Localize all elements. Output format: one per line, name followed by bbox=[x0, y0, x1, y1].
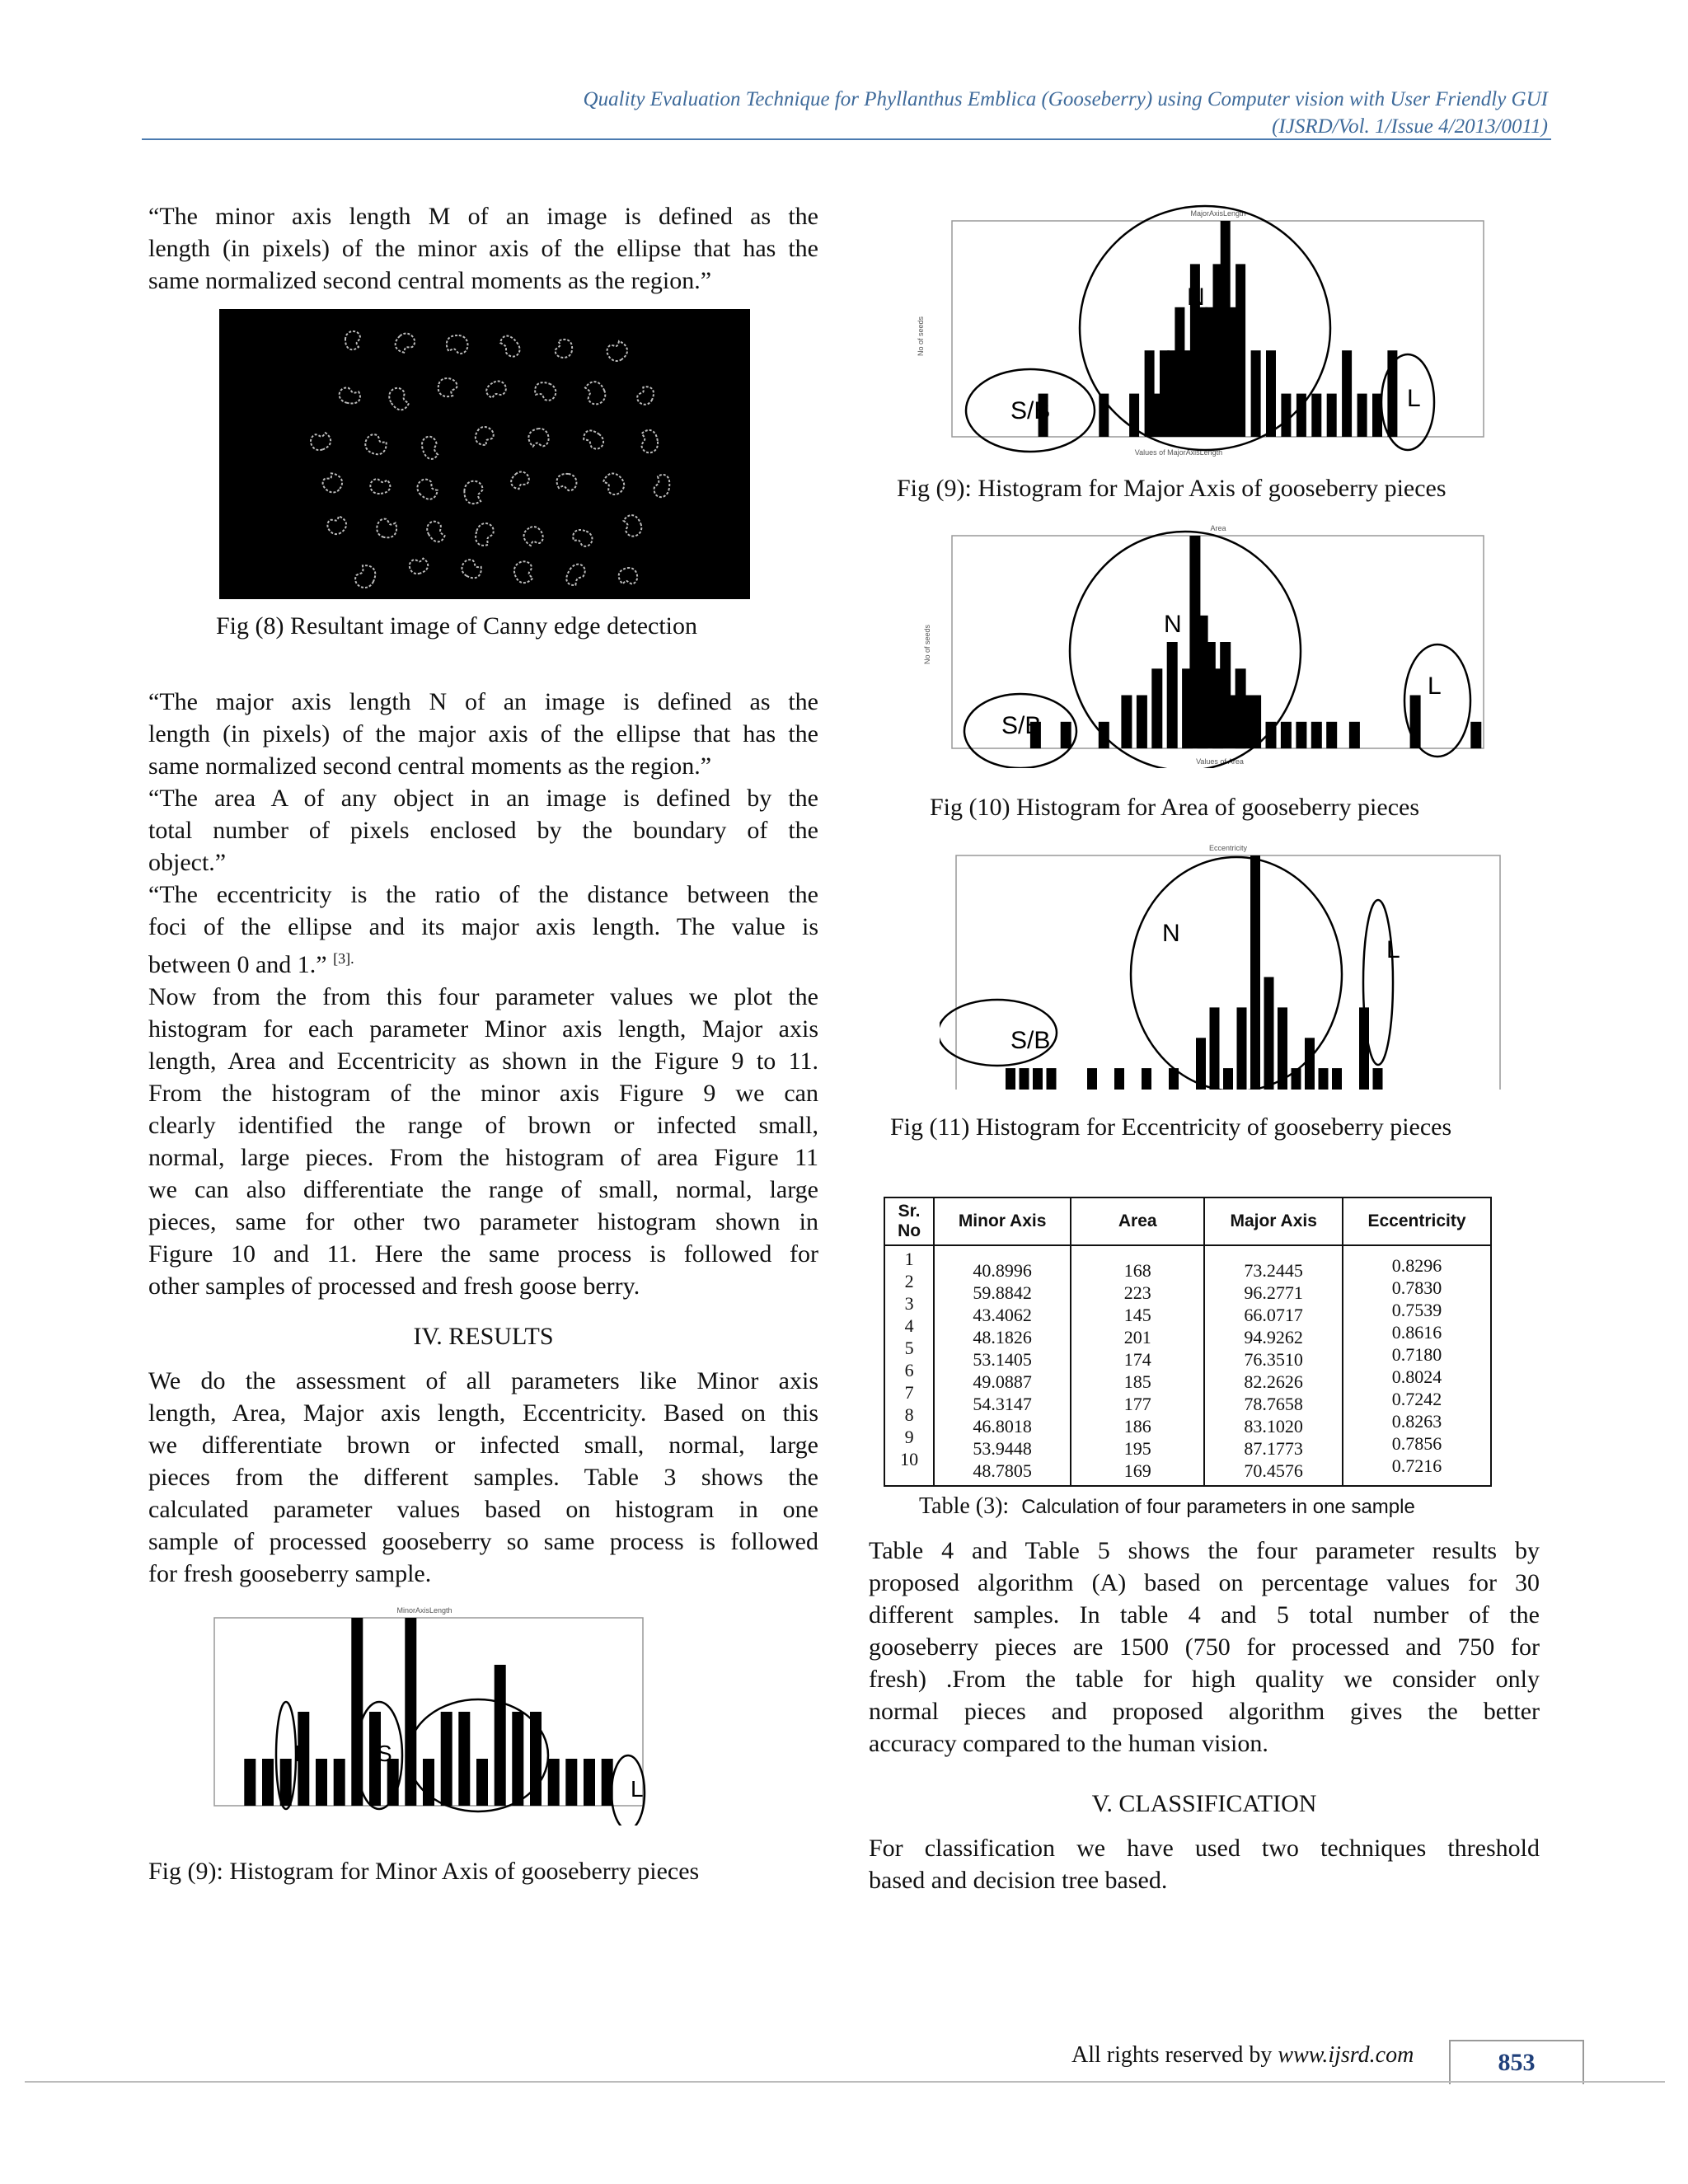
text-line: pieces, same for other two parameter histogram shown in bbox=[148, 1208, 818, 1235]
histogram-bar bbox=[548, 1759, 560, 1806]
page-number: 853 bbox=[1449, 2040, 1584, 2084]
histogram-bar bbox=[1319, 1068, 1329, 1090]
fig11-caption: Fig (11) Histogram for Eccentricity of gooseberry pieces bbox=[890, 1113, 1452, 1141]
label-n: N bbox=[1164, 611, 1182, 638]
histogram-bar bbox=[1264, 977, 1274, 1090]
text-line: sample of processed gooseberry so same process is followed bbox=[148, 1528, 818, 1555]
text-line: same normalized second central moments as the region.” bbox=[148, 752, 712, 780]
text-line: calculated parameter values based on histogram in one bbox=[148, 1496, 818, 1523]
text-line: different samples. In table 4 and 5 total number of the bbox=[869, 1601, 1540, 1629]
histogram-bar bbox=[1250, 696, 1261, 749]
text-line: same normalized second central moments as the region.” bbox=[148, 267, 712, 294]
text-line: “The area A of any object in an image is defined by the bbox=[148, 785, 818, 812]
label-sb: S/B bbox=[1010, 397, 1051, 424]
text-line: we can also differentiate the range of small, normal, large bbox=[148, 1176, 818, 1203]
table3-caption-prefix: Table (3): bbox=[919, 1493, 1010, 1519]
histogram-bar bbox=[1167, 642, 1178, 748]
area-histogram bbox=[923, 521, 1500, 768]
footer-text: All rights reserved by bbox=[1071, 2042, 1278, 2068]
histogram-bar bbox=[1137, 696, 1147, 749]
text-line bbox=[148, 943, 818, 981]
text-line: pieces from the different samples. Table 3 shows the bbox=[148, 1464, 818, 1491]
results-paragraph bbox=[148, 1365, 818, 1590]
text-line: we differentiate brown or infected small, normal, large bbox=[148, 1432, 818, 1459]
y-axis-label: No of seeds bbox=[917, 316, 925, 357]
citation-ref: [3]. bbox=[333, 950, 354, 967]
table-discussion-paragraph bbox=[869, 1535, 1540, 1760]
text-line: histogram for each parameter Minor axis length, Major axis bbox=[148, 1015, 818, 1043]
chart-title: MajorAxisLength bbox=[1190, 209, 1246, 218]
histogram-bar bbox=[1311, 722, 1322, 748]
histogram-bar bbox=[1223, 1068, 1233, 1090]
histogram-bar bbox=[280, 1759, 292, 1806]
bar-group bbox=[1039, 221, 1398, 437]
text-line: based and decision tree based. bbox=[869, 1867, 1168, 1894]
group-ellipse-l bbox=[1363, 900, 1393, 1065]
chart-title: MinorAxisLength bbox=[396, 1606, 452, 1615]
histogram-bar bbox=[1373, 1068, 1383, 1090]
label-n: N bbox=[1187, 284, 1205, 311]
header-major-axis: Major Axis bbox=[1204, 1197, 1343, 1245]
histogram-bar bbox=[262, 1759, 274, 1806]
bar-group bbox=[1006, 855, 1383, 1090]
histogram-bar bbox=[1210, 1007, 1220, 1090]
fig9-major-caption: Fig (9): Histogram for Major Axis of gooseberry pieces bbox=[897, 475, 1447, 502]
histogram-bar bbox=[441, 1712, 452, 1806]
label-sb: S/B bbox=[1010, 1027, 1051, 1054]
text-line-content: between 0 and 1.” bbox=[148, 951, 327, 978]
histogram-bar bbox=[1114, 1068, 1124, 1090]
histogram-bar bbox=[565, 1759, 577, 1806]
histogram-bar bbox=[1332, 1068, 1342, 1090]
histogram-bar bbox=[1326, 722, 1337, 748]
histogram-bar bbox=[1061, 722, 1071, 748]
histogram-bar bbox=[244, 1759, 256, 1806]
histogram-bar bbox=[1281, 722, 1292, 748]
text-line: gooseberry pieces are 1500 (750 for processed and 750 for bbox=[869, 1633, 1540, 1661]
histogram-bar bbox=[1251, 350, 1261, 437]
table3-caption-text: Calculation of four parameters in one sample bbox=[1021, 1496, 1415, 1518]
running-header bbox=[584, 86, 1548, 140]
histogram-bar bbox=[1281, 394, 1291, 437]
text-line: clearly identified the range of brown or infected small, bbox=[148, 1112, 818, 1139]
histogram-bar bbox=[495, 1665, 506, 1806]
table-header-row bbox=[884, 1197, 1491, 1245]
cell-eccentricity: 0.8296 0.7830 0.7539 0.8616 0.7180 0.8024 0.7242 0.8263 0.7856 0.7216 bbox=[1343, 1245, 1491, 1486]
cell-minor-axis: 40.8996 59.8842 43.4062 48.1826 53.1405 49.0887 54.3147 46.8018 53.9448 48.7805 bbox=[934, 1245, 1071, 1486]
classification-heading: V. CLASSIFICATION bbox=[1091, 1790, 1317, 1817]
text-line: for fresh gooseberry sample. bbox=[148, 1560, 432, 1587]
header-rule bbox=[142, 138, 1551, 140]
label-s: S bbox=[377, 1741, 392, 1766]
x-axis-label: Values of Area bbox=[1196, 757, 1244, 766]
text-line: Now from the from this four parameter values we plot the bbox=[148, 983, 818, 1010]
histogram-bar bbox=[1342, 350, 1352, 437]
header-eccentricity: Eccentricity bbox=[1343, 1197, 1491, 1245]
histogram-bar bbox=[1142, 1068, 1151, 1090]
histogram-bar bbox=[458, 1712, 470, 1806]
minor-axis-histogram bbox=[198, 1603, 659, 1825]
histogram-bar bbox=[1250, 855, 1260, 1090]
text-line: For classification we have used two techniques threshold bbox=[869, 1835, 1540, 1862]
text-line: length, Area, Major axis length, Eccentricity. Based on this bbox=[148, 1399, 818, 1427]
parameter-table bbox=[884, 1197, 1492, 1487]
header-area: Area bbox=[1071, 1197, 1204, 1245]
label-l: L bbox=[1407, 385, 1421, 412]
chart-title: Area bbox=[1210, 524, 1226, 532]
label-l: L bbox=[1386, 936, 1400, 963]
histogram-bar bbox=[1296, 722, 1306, 748]
histogram-bar bbox=[584, 1759, 595, 1806]
major-axis-definition bbox=[148, 686, 818, 1302]
label-sb: S/B bbox=[1001, 712, 1042, 739]
cell-major-axis: 73.2445 96.2771 66.0717 94.9262 76.3510 82.2626 78.7658 83.1020 87.1773 70.4576 bbox=[1204, 1245, 1343, 1486]
histogram-bar bbox=[1237, 1007, 1247, 1090]
histogram-bar bbox=[1151, 668, 1162, 748]
bar-group bbox=[1030, 536, 1481, 748]
eccentricity-histogram bbox=[940, 842, 1508, 1090]
histogram-bar bbox=[1047, 1068, 1057, 1090]
table3-caption bbox=[919, 1493, 1415, 1520]
text-line: other samples of processed and fresh goose berry. bbox=[148, 1272, 640, 1300]
cell-area: 168 223 145 201 174 185 177 186 195 169 bbox=[1071, 1245, 1204, 1486]
text-line: normal, large pieces. From the histogram of area Figure 11 bbox=[148, 1144, 818, 1171]
fig9-minor-caption: Fig (9): Histogram for Minor Axis of gooseberry pieces bbox=[148, 1858, 700, 1885]
text-line: From the histogram of the minor axis Figure 9 we can bbox=[148, 1080, 818, 1107]
histogram-bar bbox=[1236, 264, 1245, 437]
text-line: foci of the ellipse and its major axis length. The value is bbox=[148, 913, 818, 940]
text-line: object.” bbox=[148, 849, 227, 876]
histogram-bar bbox=[1349, 722, 1360, 748]
label-l: L bbox=[631, 1776, 644, 1802]
text-line: accuracy compared to the human vision. bbox=[869, 1730, 1268, 1757]
canny-edge-image bbox=[219, 309, 750, 599]
cell-sr-no: 1 2 3 4 5 6 7 8 9 10 bbox=[884, 1245, 934, 1486]
table-row bbox=[884, 1245, 1491, 1486]
x-axis-label: Values of MajorAxisLength bbox=[1134, 448, 1223, 457]
text-line: proposed algorithm (A) based on percentage values for 30 bbox=[869, 1569, 1540, 1596]
histogram-bar bbox=[1087, 1068, 1097, 1090]
histogram-bar bbox=[1470, 722, 1481, 748]
histogram-bar bbox=[1305, 1038, 1315, 1090]
histogram-bar bbox=[316, 1759, 327, 1806]
text-line: “The minor axis length M of an image is defined as the bbox=[148, 203, 818, 230]
histogram-bar bbox=[1311, 394, 1321, 437]
text-line: fresh) .From the table for high quality we consider only bbox=[869, 1666, 1540, 1693]
text-line: normal pieces and proposed algorithm gives the better bbox=[869, 1698, 1540, 1725]
histogram-bar bbox=[1266, 350, 1276, 437]
major-axis-histogram bbox=[907, 204, 1500, 460]
histogram-bar bbox=[1327, 394, 1337, 437]
bar-group bbox=[244, 1618, 612, 1806]
y-axis-label: No of seeds bbox=[923, 624, 931, 665]
chart-title: Eccentricity bbox=[1208, 844, 1248, 852]
footer-rights bbox=[1071, 2042, 1414, 2069]
text-line: Table 4 and Table 5 shows the four parameter results by bbox=[869, 1537, 1540, 1564]
text-line: “The eccentricity is the ratio of the distance between the bbox=[148, 881, 818, 908]
text-line: We do the assessment of all parameters like Minor axis bbox=[148, 1367, 818, 1394]
minor-axis-definition bbox=[148, 200, 818, 297]
label-b: B bbox=[294, 1741, 310, 1766]
histogram-bar bbox=[476, 1759, 488, 1806]
classification-paragraph bbox=[869, 1832, 1540, 1896]
header-sr-no: Sr. No bbox=[884, 1197, 934, 1245]
histogram-bar bbox=[1196, 1038, 1206, 1090]
footer-site-link[interactable]: www.ijsrd.com bbox=[1278, 2042, 1414, 2068]
text-line: length (in pixels) of the minor axis of the ellipse that has the bbox=[148, 235, 818, 262]
histogram-bar bbox=[512, 1712, 523, 1806]
histogram-bar bbox=[1121, 696, 1132, 749]
text-line: length, Area and Eccentricity as shown in the Figure 9 to 11. bbox=[148, 1047, 818, 1075]
header-title: Quality Evaluation Technique for Phyllanthus Emblica (Gooseberry) using Computer vision with User Friendly GUI bbox=[583, 88, 1548, 110]
results-heading: IV. RESULTS bbox=[413, 1323, 554, 1350]
label-l: L bbox=[1428, 673, 1442, 700]
text-line: total number of pixels enclosed by the boundary of the bbox=[148, 817, 818, 844]
fig8-caption: Fig (8) Resultant image of Canny edge detection bbox=[216, 612, 698, 640]
text-line: “The major axis length N of an image is defined as the bbox=[148, 688, 818, 715]
fig10-caption: Fig (10) Histogram for Area of gooseberry pieces bbox=[930, 794, 1419, 821]
histogram-bar bbox=[334, 1759, 345, 1806]
header-minor-axis: Minor Axis bbox=[934, 1197, 1071, 1245]
header-issue: (IJSRD/Vol. 1/Issue 4/2013/0011) bbox=[1272, 115, 1548, 138]
text-line: Figure 10 and 11. Here the same process is followed for bbox=[148, 1240, 818, 1268]
histogram-bar bbox=[1033, 1068, 1043, 1090]
footer-rule bbox=[25, 2081, 1665, 2083]
text-line: length (in pixels) of the major axis of the ellipse that has the bbox=[148, 720, 818, 748]
plot-frame bbox=[956, 855, 1500, 1090]
histogram-bar bbox=[1006, 1068, 1015, 1090]
histogram-bar bbox=[1020, 1068, 1029, 1090]
histogram-bar bbox=[1357, 394, 1367, 437]
label-n: N bbox=[1162, 920, 1180, 947]
